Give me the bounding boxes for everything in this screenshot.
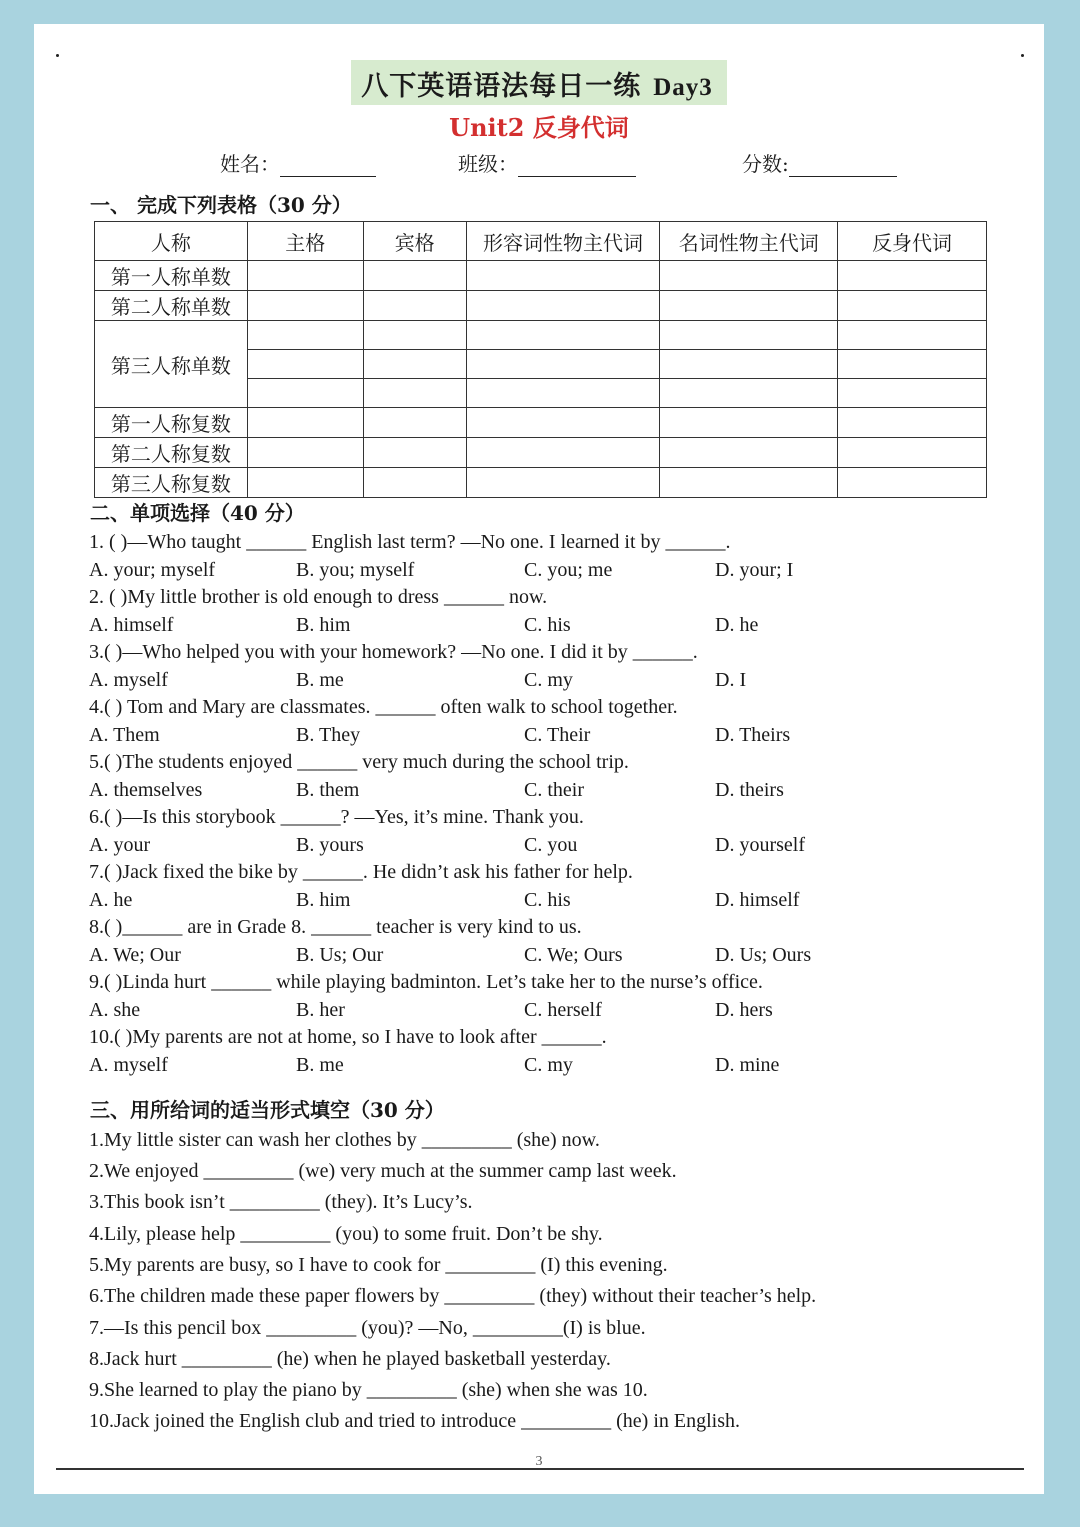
answer-cell[interactable] xyxy=(247,350,363,379)
answer-cell[interactable] xyxy=(363,468,466,498)
option-b[interactable]: B. me xyxy=(296,1054,344,1076)
option-b[interactable]: B. him xyxy=(296,614,351,636)
option-c[interactable]: C. his xyxy=(524,889,571,911)
section2-heading: 二、单项选择（40 分） xyxy=(90,501,305,525)
answer-cell[interactable] xyxy=(838,261,987,291)
answer-cell[interactable] xyxy=(838,468,987,498)
table-row xyxy=(95,291,987,321)
option-c[interactable]: C. you xyxy=(524,834,578,856)
answer-cell[interactable] xyxy=(660,261,838,291)
answer-cell[interactable] xyxy=(838,291,987,321)
class-field xyxy=(458,148,636,177)
option-d[interactable]: D. himself xyxy=(715,889,800,911)
table-row xyxy=(95,321,987,350)
title-text: 八下英语语法每日一练 xyxy=(361,71,642,102)
name-blank xyxy=(280,156,376,177)
question: 7.( )Jack fixed the bike by ______. He didn’t ask his father for help. xyxy=(89,861,633,883)
option-d[interactable]: D. he xyxy=(715,614,759,636)
answer-cell[interactable] xyxy=(466,291,660,321)
question: 5.( )The students enjoyed ______ very much during the school trip. xyxy=(89,751,629,773)
score-label: 分数: xyxy=(742,152,789,176)
fill-item: 9.She learned to play the piano by _________ (she) when she was 10. xyxy=(89,1379,648,1401)
answer-cell[interactable] xyxy=(466,261,660,291)
answer-cell[interactable] xyxy=(363,438,466,468)
worksheet-page xyxy=(34,24,1044,1494)
row-label: 第三人称单数 xyxy=(95,321,248,408)
question: 10.( )My parents are not at home, so I have to look after ______. xyxy=(89,1026,607,1048)
title-block xyxy=(34,60,1044,105)
page-title xyxy=(351,60,727,105)
option-b[interactable]: B. you; myself xyxy=(296,559,415,581)
table-header: 形容词性物主代词 xyxy=(466,222,660,261)
answer-cell[interactable] xyxy=(660,350,838,379)
answer-cell[interactable] xyxy=(838,379,987,408)
table-row xyxy=(95,468,987,498)
answer-cell[interactable] xyxy=(247,321,363,350)
option-c[interactable]: C. my xyxy=(524,1054,573,1076)
answer-cell[interactable] xyxy=(247,408,363,438)
row-label: 第一人称单数 xyxy=(95,261,248,291)
name-label: 姓名： xyxy=(220,152,280,176)
option-d[interactable]: D. hers xyxy=(715,999,773,1021)
option-a[interactable]: A. he xyxy=(89,889,133,911)
answer-cell[interactable] xyxy=(660,379,838,408)
option-a[interactable]: A. himself xyxy=(89,614,174,636)
table-row xyxy=(95,261,987,291)
section3-heading: 三、用所给词的适当形式填空（30 分） xyxy=(90,1098,445,1122)
fill-item: 4.Lily, please help _________ (you) to some fruit. Don’t be shy. xyxy=(89,1223,603,1245)
answer-cell[interactable] xyxy=(838,350,987,379)
option-c[interactable]: C. herself xyxy=(524,999,602,1021)
footer-rule xyxy=(56,1468,1024,1470)
table-header: 反身代词 xyxy=(838,222,987,261)
option-c[interactable]: C. their xyxy=(524,779,584,801)
option-d[interactable]: D. Us; Ours xyxy=(715,944,812,966)
table-header: 主格 xyxy=(247,222,363,261)
answer-cell[interactable] xyxy=(247,291,363,321)
corner-dot xyxy=(56,54,59,57)
name-field xyxy=(220,148,376,177)
option-c[interactable]: C. you; me xyxy=(524,559,613,581)
option-c[interactable]: C. his xyxy=(524,614,571,636)
option-a[interactable]: A. your xyxy=(89,834,151,856)
fill-item: 7.—Is this pencil box _________ (you)? —No, _________(I) is blue. xyxy=(89,1317,646,1339)
option-a[interactable]: A. she xyxy=(89,999,141,1021)
fill-item: 5.My parents are busy, so I have to cook for _________ (I) this evening. xyxy=(89,1254,668,1276)
option-b[interactable]: B. them xyxy=(296,779,360,801)
option-c[interactable]: C. We; Ours xyxy=(524,944,623,966)
question: 6.( )—Is this storybook ______? —Yes, it’s mine. Thank you. xyxy=(89,806,584,828)
option-a[interactable]: A. Them xyxy=(89,724,160,746)
question: 1. ( )—Who taught ______ English last term? —No one. I learned it by ______. xyxy=(89,531,731,553)
class-label: 班级： xyxy=(458,152,518,176)
option-d[interactable]: D. I xyxy=(715,669,747,691)
answer-cell[interactable] xyxy=(466,438,660,468)
row-label: 第二人称复数 xyxy=(95,438,248,468)
fill-item: 6.The children made these paper flowers by _________ (they) without their teacher’s help. xyxy=(89,1285,817,1307)
answer-cell[interactable] xyxy=(466,379,660,408)
fill-item: 8.Jack hurt _________ (he) when he played basketball yesterday. xyxy=(89,1348,611,1370)
answer-cell[interactable] xyxy=(838,438,987,468)
score-field xyxy=(742,148,897,177)
answer-cell[interactable] xyxy=(247,438,363,468)
answer-cell[interactable] xyxy=(363,408,466,438)
unit-subtitle: Unit2 反身代词 xyxy=(449,113,629,142)
answer-cell[interactable] xyxy=(466,321,660,350)
fill-item: 2.We enjoyed _________ (we) very much at the summer camp last week. xyxy=(89,1160,677,1182)
table-header-row xyxy=(95,222,987,261)
answer-cell[interactable] xyxy=(247,468,363,498)
fill-item: 1.My little sister can wash her clothes by _________ (she) now. xyxy=(89,1129,600,1151)
pronoun-table xyxy=(94,221,987,498)
answer-cell[interactable] xyxy=(363,291,466,321)
question: 2. ( )My little brother is old enough to dress ______ now. xyxy=(89,586,548,608)
row-label: 第二人称单数 xyxy=(95,291,248,321)
option-b[interactable]: B. Us; Our xyxy=(296,944,384,966)
option-b[interactable]: B. him xyxy=(296,889,351,911)
question: 8.( )______ are in Grade 8. ______ teacher is very kind to us. xyxy=(89,916,582,938)
row-label: 第三人称复数 xyxy=(95,468,248,498)
table-header: 宾格 xyxy=(363,222,466,261)
fill-item: 10.Jack joined the English club and tried to introduce _________ (he) in English. xyxy=(89,1410,740,1432)
answer-cell[interactable] xyxy=(660,408,838,438)
score-blank xyxy=(789,156,897,177)
corner-dot xyxy=(1021,54,1024,57)
answer-cell[interactable] xyxy=(247,379,363,408)
section1-heading: 一、 完成下列表格（30 分） xyxy=(90,193,352,217)
option-a[interactable]: A. themselves xyxy=(89,779,203,801)
table-row xyxy=(95,438,987,468)
table-header: 名词性物主代词 xyxy=(660,222,838,261)
option-d[interactable]: D. your; I xyxy=(715,559,794,581)
answer-cell[interactable] xyxy=(363,379,466,408)
row-label: 第一人称复数 xyxy=(95,408,248,438)
option-b[interactable]: B. They xyxy=(296,724,361,746)
answer-cell[interactable] xyxy=(466,468,660,498)
option-d[interactable]: D. Theirs xyxy=(715,724,791,746)
option-a[interactable]: A. myself xyxy=(89,669,168,691)
option-d[interactable]: D. mine xyxy=(715,1054,780,1076)
answer-cell[interactable] xyxy=(660,438,838,468)
option-a[interactable]: A. myself xyxy=(89,1054,168,1076)
answer-cell[interactable] xyxy=(660,291,838,321)
option-b[interactable]: B. me xyxy=(296,669,344,691)
fill-item: 3.This book isn’t _________ (they). It’s Lucy’s. xyxy=(89,1191,473,1213)
question: 3.( )—Who helped you with your homework? —No one. I did it by ______. xyxy=(89,641,698,663)
table-header: 人称 xyxy=(95,222,248,261)
answer-cell[interactable] xyxy=(660,468,838,498)
class-blank xyxy=(518,156,636,177)
option-a[interactable]: A. your; myself xyxy=(89,559,216,581)
answer-cell[interactable] xyxy=(363,321,466,350)
option-c[interactable]: C. my xyxy=(524,669,573,691)
option-b[interactable]: B. her xyxy=(296,999,345,1021)
answer-cell[interactable] xyxy=(838,408,987,438)
answer-cell[interactable] xyxy=(466,408,660,438)
question: 4.( ) Tom and Mary are classmates. ______ often walk to school together. xyxy=(89,696,678,718)
option-a[interactable]: A. We; Our xyxy=(89,944,181,966)
question: 9.( )Linda hurt ______ while playing badminton. Let’s take her to the nurse’s office. xyxy=(89,971,763,993)
answer-cell[interactable] xyxy=(363,261,466,291)
table-row xyxy=(95,408,987,438)
answer-cell[interactable] xyxy=(838,321,987,350)
option-d[interactable]: D. yourself xyxy=(715,834,805,856)
answer-cell[interactable] xyxy=(363,350,466,379)
answer-cell[interactable] xyxy=(660,321,838,350)
title-day: Day3 xyxy=(653,74,713,101)
option-c[interactable]: C. Their xyxy=(524,724,591,746)
page-number: 3 xyxy=(535,1454,543,1469)
answer-cell[interactable] xyxy=(466,350,660,379)
option-b[interactable]: B. yours xyxy=(296,834,364,856)
option-d[interactable]: D. theirs xyxy=(715,779,784,801)
answer-cell[interactable] xyxy=(247,261,363,291)
